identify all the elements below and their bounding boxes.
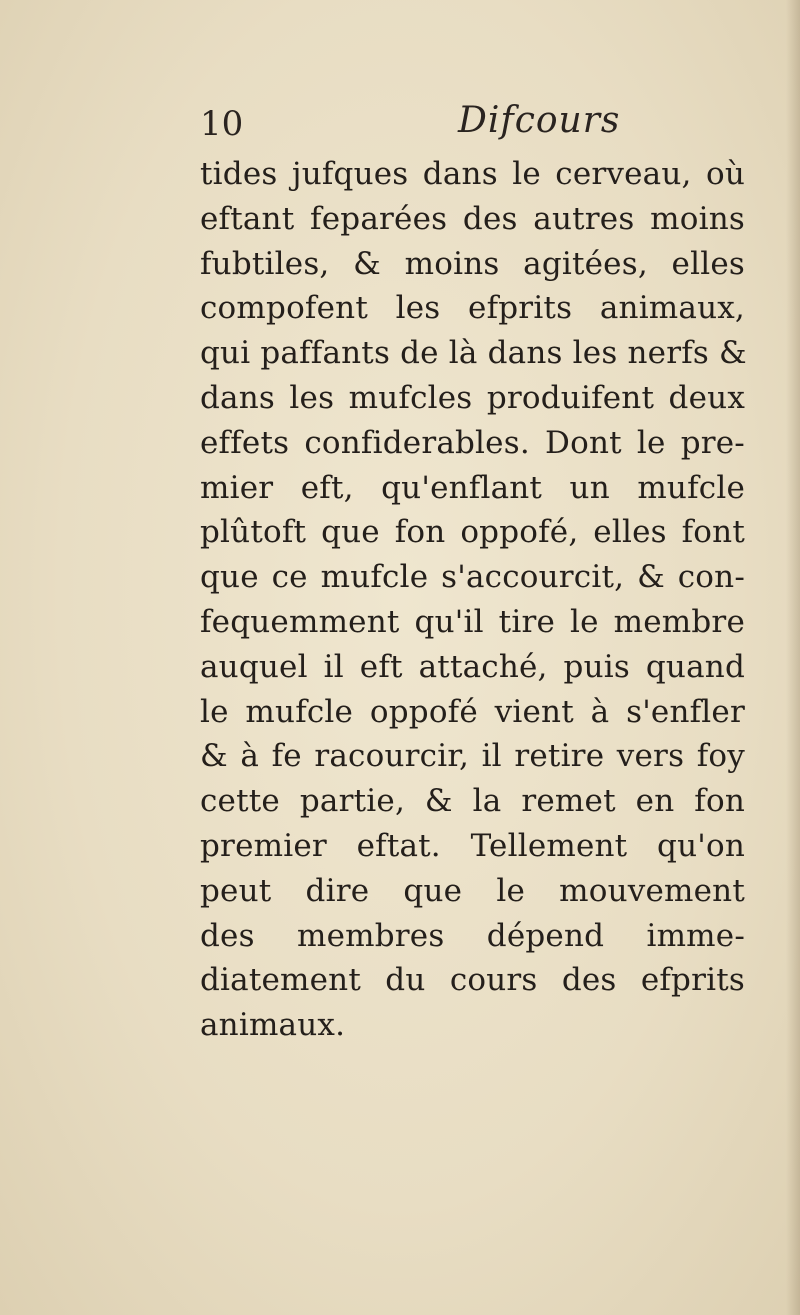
text-line: auquel il eft attaché, puis quand bbox=[200, 648, 745, 685]
text-line: fequemment qu'il tire le membre bbox=[200, 603, 745, 640]
text-line: premier eftat. Tellement qu'on bbox=[200, 827, 745, 864]
text-line: animaux. bbox=[200, 1007, 346, 1044]
text-line: fubtiles, & moins agitées, elles bbox=[200, 245, 745, 282]
body-text bbox=[200, 152, 745, 1048]
text-line: que ce mufcle s'accourcit, & con- bbox=[200, 559, 745, 596]
text-line: qui paffants de là dans les nerfs & bbox=[200, 335, 747, 372]
text-line: effets confiderables. Dont le pre- bbox=[200, 424, 745, 461]
page-header bbox=[200, 100, 740, 150]
page-edge-shadow bbox=[786, 0, 800, 1315]
text-line: tides jufques dans le cerveau, où bbox=[200, 156, 745, 192]
text-line: le mufcle oppofé vient à s'enfler bbox=[200, 693, 745, 730]
text-line: peut dire que le mouvement bbox=[200, 872, 745, 909]
text-line: diatement du cours des efprits bbox=[200, 962, 745, 999]
text-line: mier eft, qu'enflant un mufcle bbox=[200, 469, 745, 506]
text-line: & à fe racourcir, il retire vers foy bbox=[200, 738, 745, 775]
text-line: plûtoft que fon oppofé, elles font bbox=[200, 514, 745, 551]
text-line: compofent les efprits animaux, bbox=[200, 290, 745, 327]
text-line: cette partie, & la remet en fon bbox=[200, 783, 745, 820]
running-title: Difcours bbox=[458, 100, 621, 141]
page-number: 10 bbox=[200, 104, 244, 144]
text-line: eftant feparées des autres moins bbox=[200, 200, 745, 237]
text-line: des membres dépend imme- bbox=[200, 917, 745, 954]
text-line: dans les mufcles produifent deux bbox=[200, 379, 745, 416]
